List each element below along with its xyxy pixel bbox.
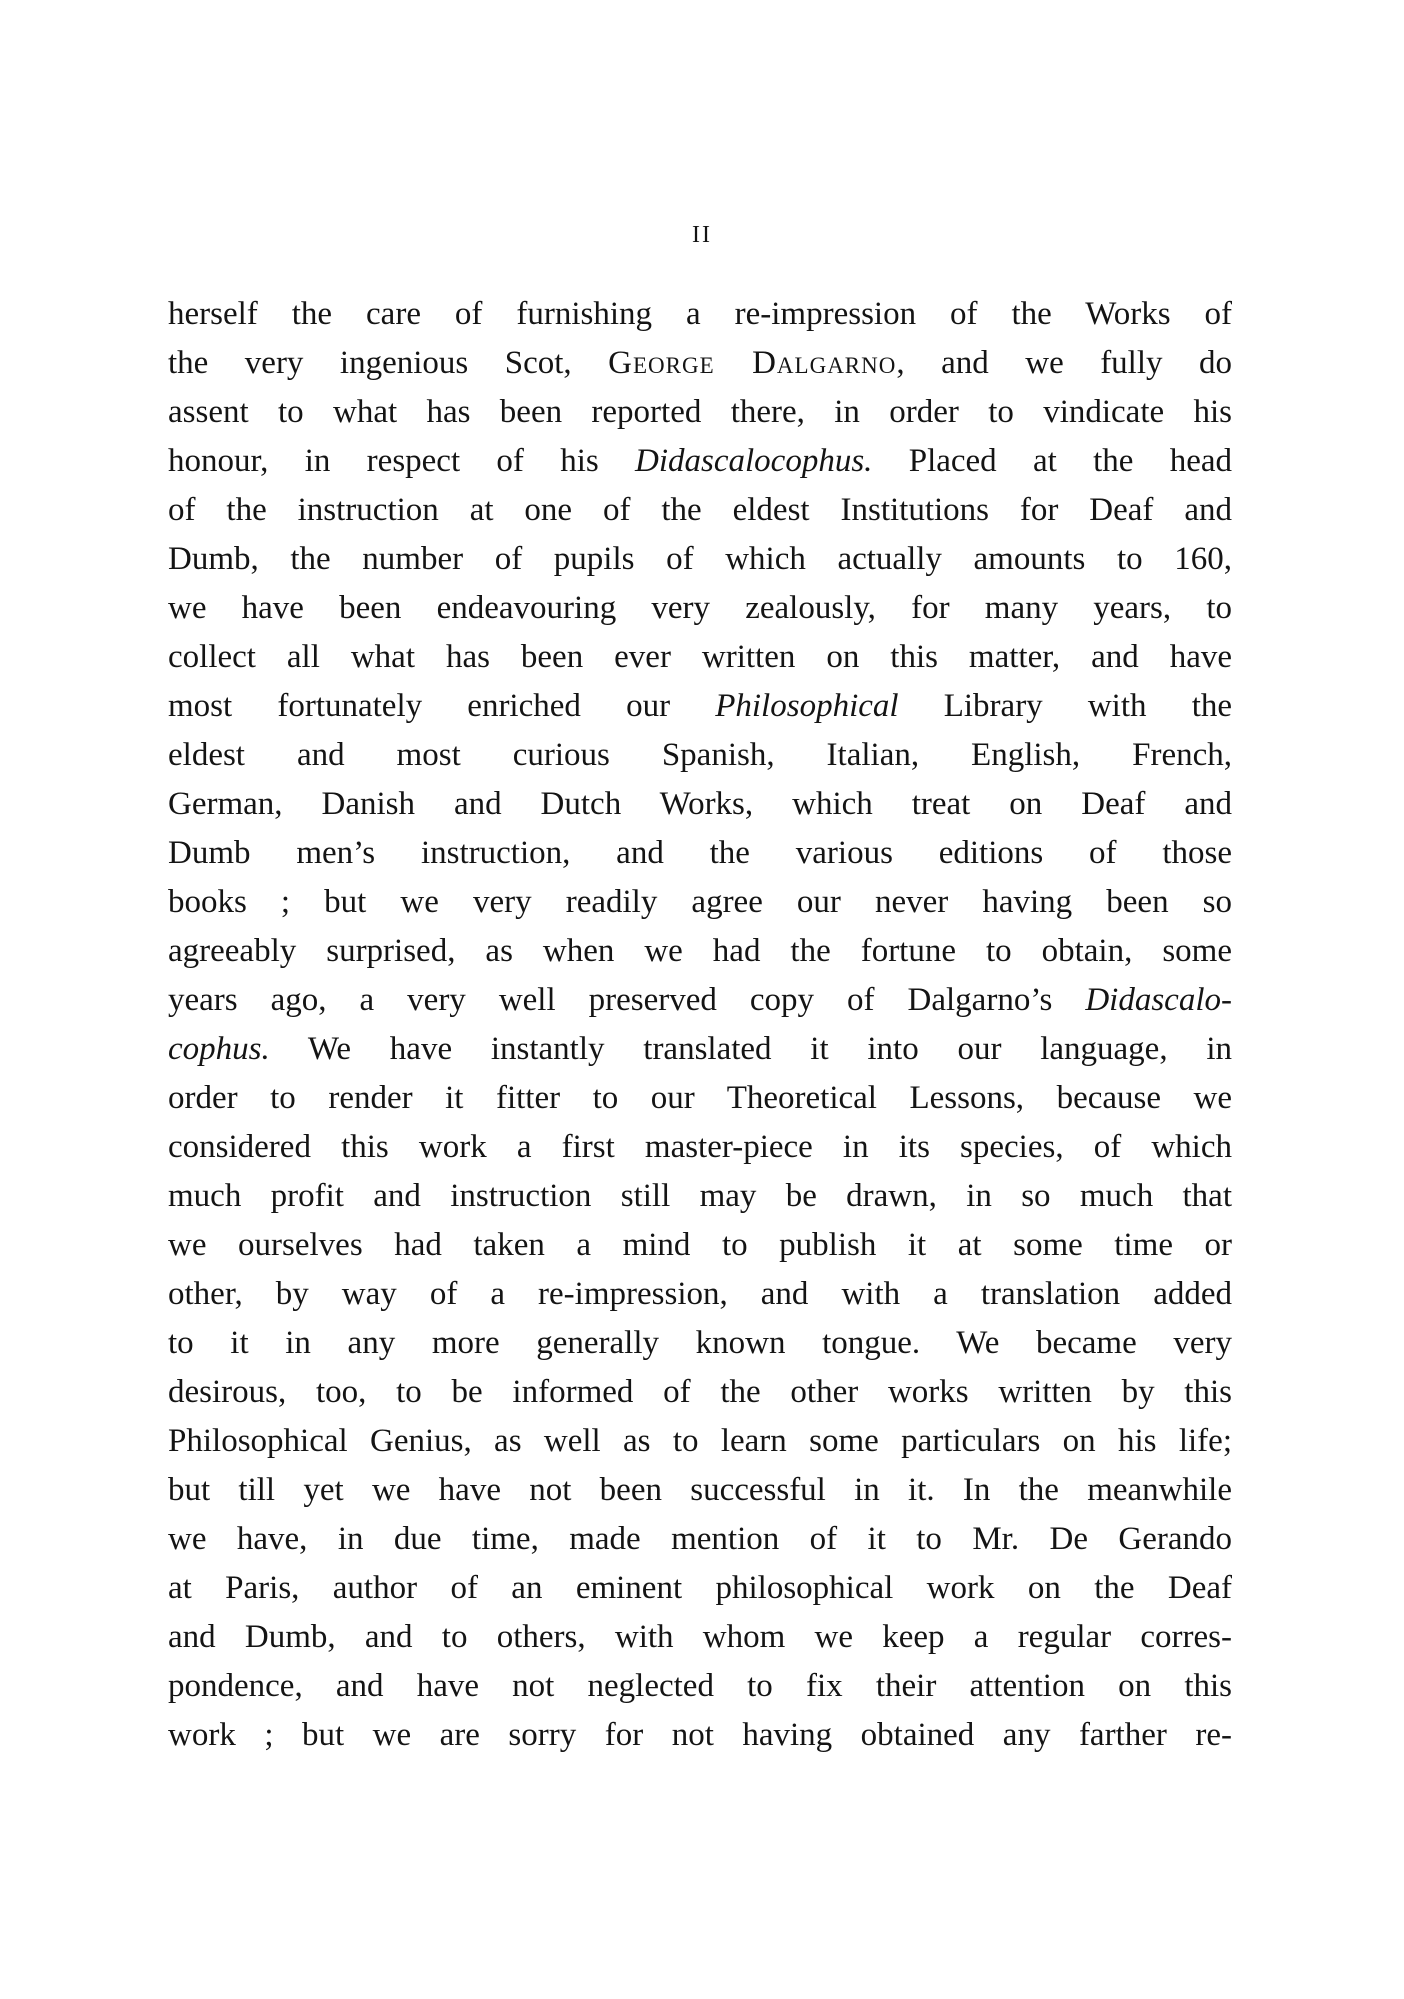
text-segment: and Dumb, and to others, with whom we keep a regular corres- (168, 1619, 1232, 1655)
text-line (168, 1613, 1232, 1662)
text-segment: but till yet we have not been successful in it. In the meanwhile (168, 1472, 1232, 1508)
text-segment: Philosophical Genius, as well as to learn some particulars on his life; (168, 1423, 1232, 1459)
text-line (168, 1417, 1232, 1466)
text-line (168, 1074, 1232, 1123)
text-line (168, 339, 1232, 388)
text-segment: Library with the (898, 688, 1232, 724)
text-line (168, 486, 1232, 535)
text-segment: , and we fully do (896, 345, 1232, 381)
text-segment: work ; but we are sorry for not having obtained any farther re- (168, 1717, 1232, 1753)
text-line (168, 829, 1232, 878)
text-line (168, 731, 1232, 780)
text-line (168, 1172, 1232, 1221)
small-caps-name: George Dalgarno (608, 345, 897, 381)
text-segment: of the instruction at one of the eldest Institutions for Deaf and (168, 492, 1232, 528)
text-segment: at Paris, author of an eminent philosophical work on the Deaf (168, 1570, 1232, 1606)
text-line (168, 878, 1232, 927)
text-segment: We have instantly translated it into our language, in (269, 1031, 1232, 1067)
text-line (168, 1123, 1232, 1172)
text-segment: agreeably surprised, as when we had the fortune to obtain, some (168, 933, 1232, 969)
text-line (168, 388, 1232, 437)
text-segment: desirous, too, to be informed of the other works written by this (168, 1374, 1232, 1410)
text-segment: much profit and instruction still may be drawn, in so much that (168, 1178, 1232, 1214)
text-segment: the very ingenious Scot, (168, 345, 609, 381)
text-line (168, 1319, 1232, 1368)
text-line (168, 633, 1232, 682)
italic-text: cophus. (168, 1031, 270, 1067)
text-segment: Dumb, the number of pupils of which actually amounts to 160, (168, 541, 1232, 577)
text-segment: German, Danish and Dutch Works, which treat on Deaf and (168, 786, 1232, 822)
page-number: II (692, 222, 712, 248)
text-line (168, 1270, 1232, 1319)
text-line (168, 1711, 1232, 1760)
text-segment: we ourselves had taken a mind to publish it at some time or (168, 1227, 1232, 1263)
text-segment: order to render it fitter to our Theoretical Lessons, because we (168, 1080, 1232, 1116)
text-segment: pondence, and have not neglected to fix their attention on this (168, 1668, 1232, 1704)
text-segment: we have been endeavouring very zealously, for many years, to (168, 590, 1232, 626)
text-line (168, 290, 1232, 339)
text-line (168, 1662, 1232, 1711)
text-line (168, 1466, 1232, 1515)
text-segment: other, by way of a re-impression, and with a translation added (168, 1276, 1232, 1312)
text-line (168, 780, 1232, 829)
body-text (168, 290, 1232, 1760)
italic-text: Philosophical (715, 688, 899, 724)
text-segment: Placed at the head (872, 443, 1232, 479)
text-segment: most fortunately enriched our (168, 688, 716, 724)
text-segment: herself the care of furnishing a re-impression of the Works of (168, 296, 1232, 332)
text-line (168, 1221, 1232, 1270)
text-line (168, 1564, 1232, 1613)
text-line (168, 1515, 1232, 1564)
text-segment: we have, in due time, made mention of it to Mr. De Gerando (168, 1521, 1232, 1557)
text-segment: years ago, a very well preserved copy of Dalgarno’s (168, 982, 1086, 1018)
text-segment: honour, in respect of his (168, 443, 636, 479)
text-segment: assent to what has been reported there, in order to vindicate his (168, 394, 1232, 430)
italic-text: Didascalo- (1085, 982, 1232, 1018)
text-line (168, 1368, 1232, 1417)
text-segment: eldest and most curious Spanish, Italian, English, French, (168, 737, 1232, 773)
text-segment: Dumb men’s instruction, and the various editions of those (168, 835, 1232, 871)
text-line (168, 437, 1232, 486)
italic-text: Didascalocophus. (635, 443, 873, 479)
text-line (168, 682, 1232, 731)
text-segment: to it in any more generally known tongue. We became very (168, 1325, 1232, 1361)
text-line (168, 535, 1232, 584)
text-line (168, 976, 1232, 1025)
text-line (168, 1025, 1232, 1074)
text-segment: collect all what has been ever written on this matter, and have (168, 639, 1232, 675)
text-segment: books ; but we very readily agree our never having been so (168, 884, 1232, 920)
text-line (168, 584, 1232, 633)
text-line (168, 927, 1232, 976)
text-segment: considered this work a first master-piece in its species, of which (168, 1129, 1232, 1165)
